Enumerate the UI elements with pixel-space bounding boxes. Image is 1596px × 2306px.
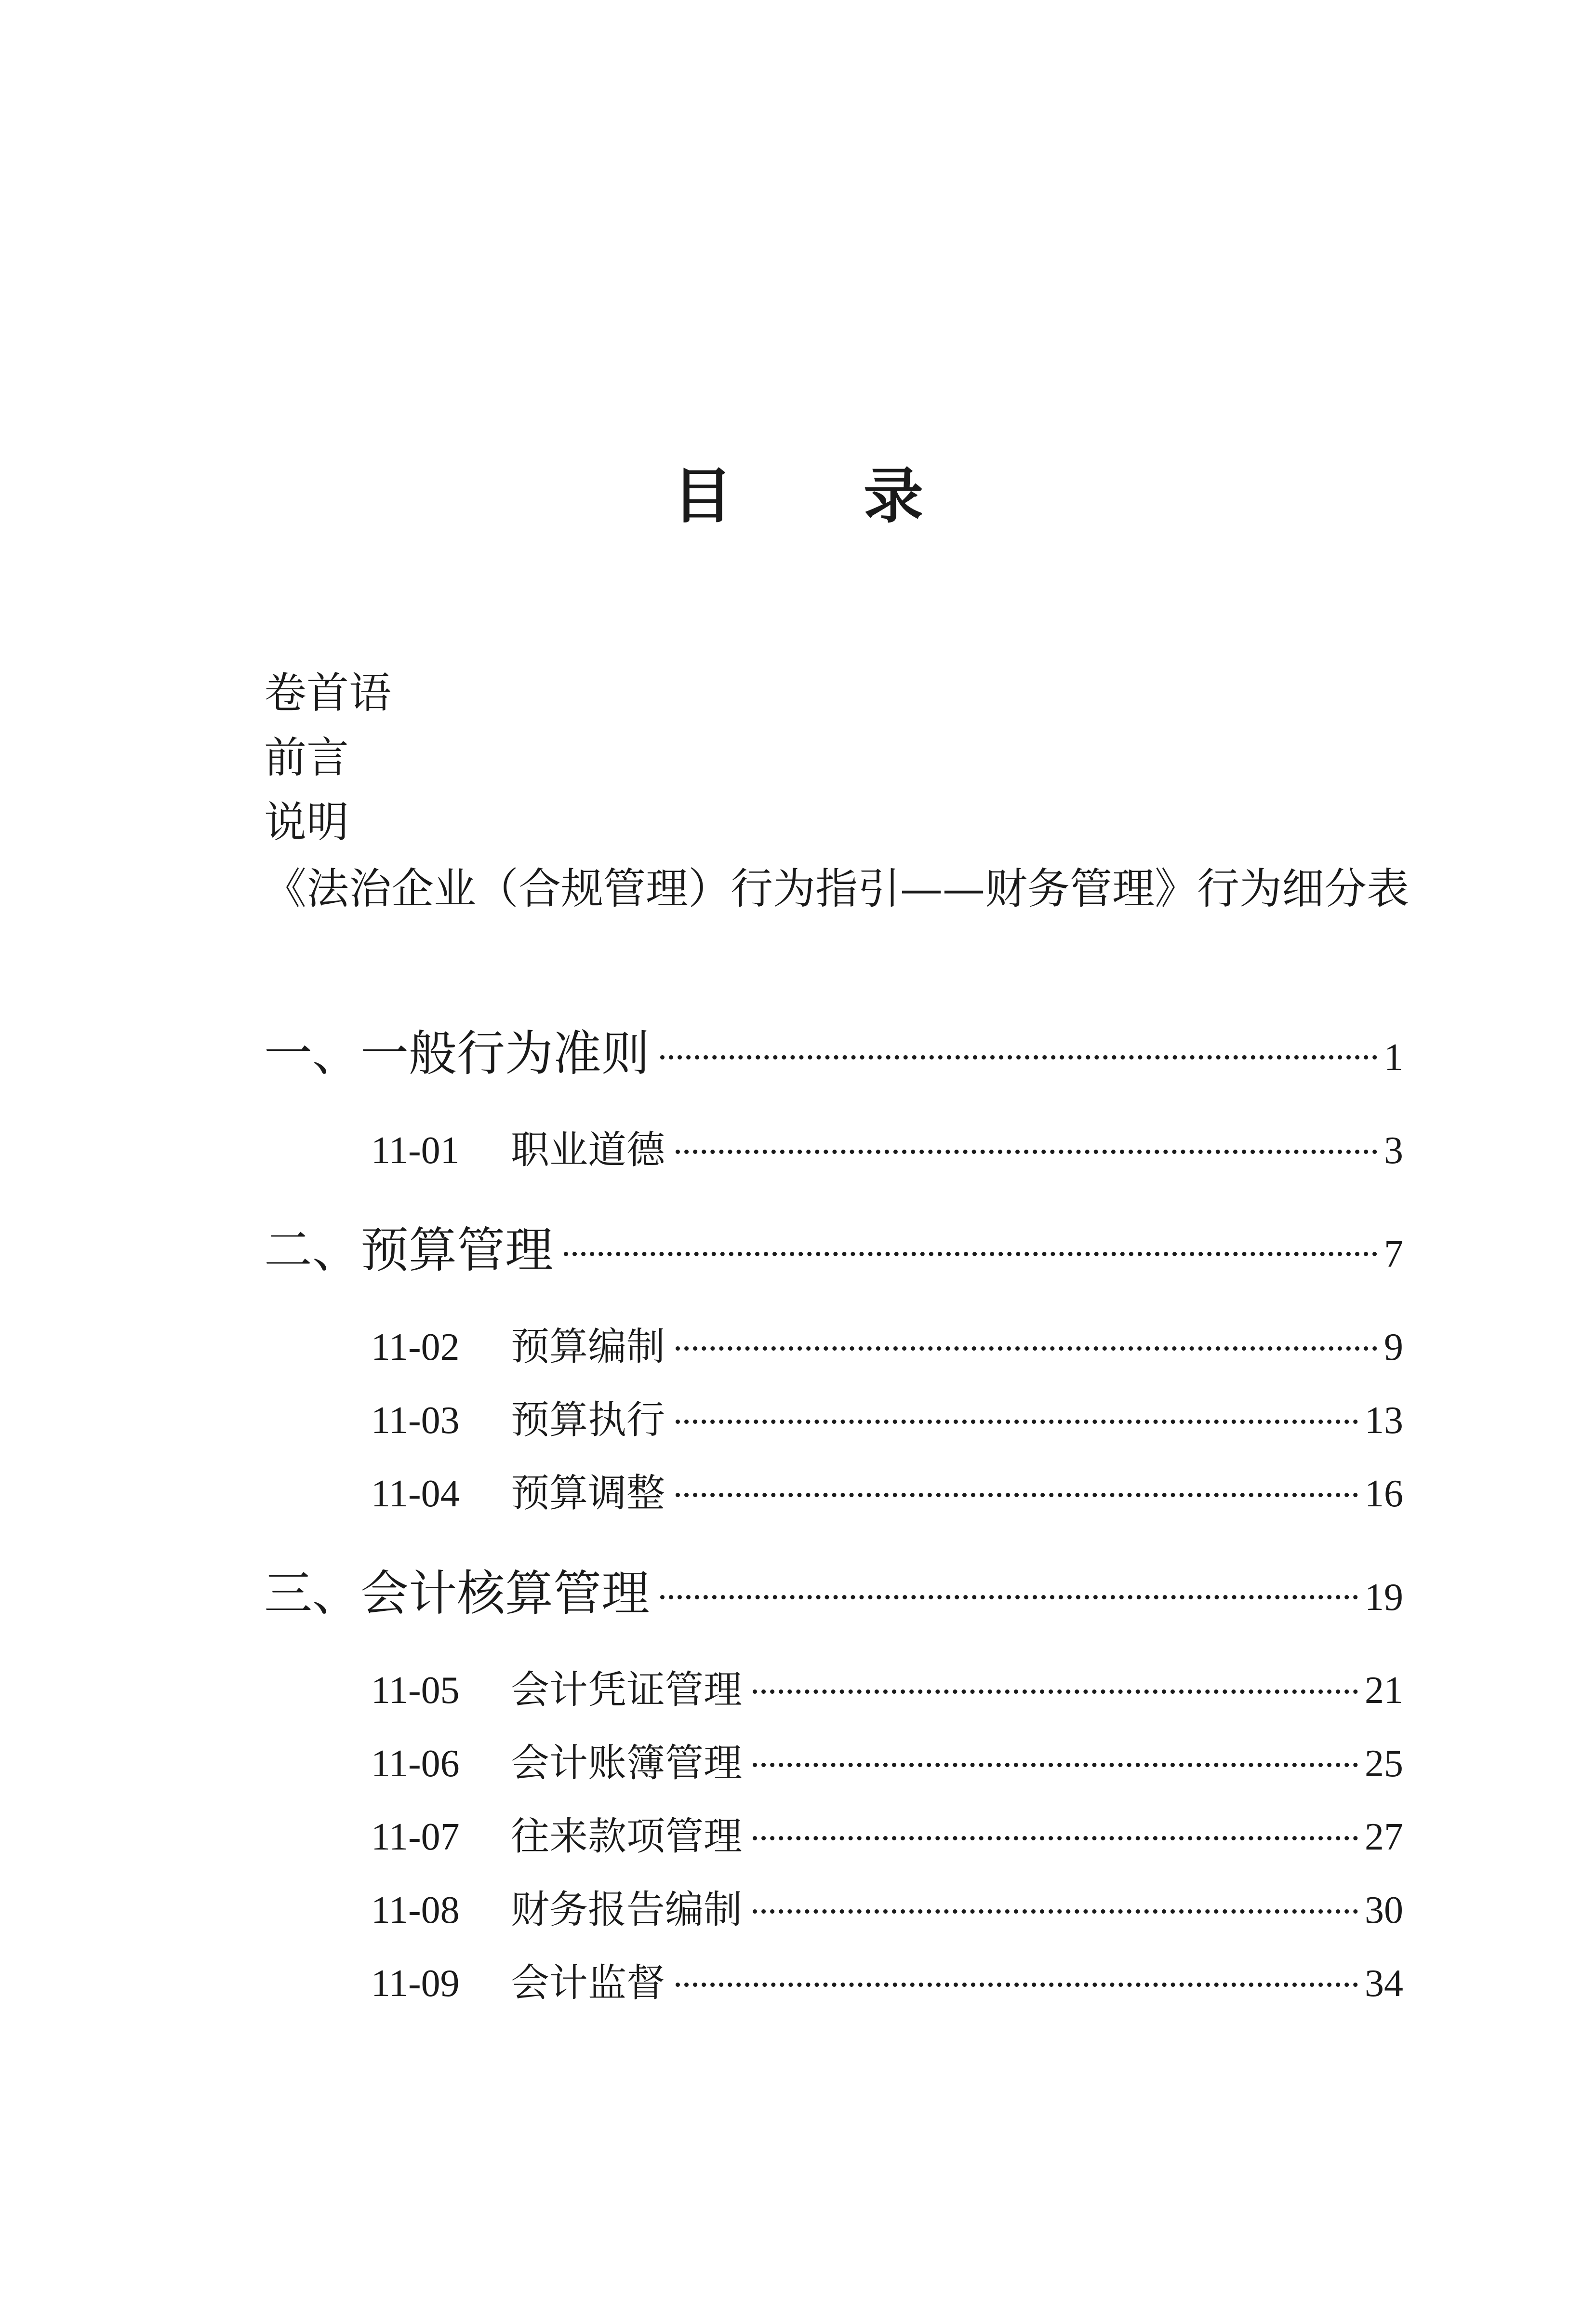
dot-leader — [753, 1909, 1358, 1914]
toc-entry-row[interactable] — [264, 1464, 1403, 1522]
toc-section-label: 一、一般行为准则 — [264, 1025, 650, 1082]
front-matter-item[interactable]: 说明 — [264, 797, 349, 847]
toc-page-number: 1 — [1384, 1036, 1403, 1079]
toc-page-number: 21 — [1365, 1669, 1403, 1712]
toc-page-number: 7 — [1384, 1233, 1403, 1275]
toc-entry-label: 会计凭证管理 — [511, 1667, 742, 1712]
toc-entry-row[interactable] — [264, 1661, 1403, 1719]
toc-section-label: 三、会计核算管理 — [264, 1565, 650, 1622]
toc-page-number: 19 — [1365, 1576, 1403, 1619]
dot-leader — [753, 1836, 1358, 1840]
toc-entry-code: 11-01 — [371, 1129, 460, 1172]
dot-leader — [676, 1420, 1358, 1424]
toc-page-number: 34 — [1365, 1962, 1403, 2005]
toc-entry-code: 11-07 — [371, 1816, 460, 1858]
toc-section-row[interactable] — [264, 1560, 1403, 1627]
toc-entry-row[interactable] — [264, 1318, 1403, 1376]
toc-entry-label: 预算调整 — [511, 1471, 665, 1515]
dot-leader — [564, 1252, 1377, 1256]
toc-entry-code: 11-05 — [371, 1669, 460, 1712]
dot-leader — [660, 1055, 1377, 1059]
toc-entry-label: 财务报告编制 — [511, 1887, 742, 1932]
page-title-char-2: 录 — [864, 462, 924, 531]
toc-entry-code: 11-02 — [371, 1326, 460, 1368]
toc-page-number: 27 — [1365, 1816, 1403, 1858]
toc-section-label: 二、预算管理 — [264, 1222, 553, 1278]
toc-entry-label: 预算执行 — [511, 1397, 665, 1442]
dot-leader — [753, 1763, 1358, 1767]
dot-leader — [753, 1689, 1358, 1694]
toc-page-number: 16 — [1365, 1473, 1403, 1515]
toc-section-row[interactable] — [264, 1020, 1403, 1087]
toc-page-number: 25 — [1365, 1743, 1403, 1785]
toc-page-number: 30 — [1365, 1889, 1403, 1931]
toc-entry-row[interactable] — [264, 1881, 1403, 1939]
dot-leader — [676, 1150, 1377, 1154]
toc-page-number: 3 — [1384, 1129, 1403, 1172]
toc-entry-row[interactable] — [264, 1391, 1403, 1449]
toc-entry-code: 11-09 — [371, 1962, 460, 2005]
toc-entry-label: 职业道德 — [511, 1127, 665, 1172]
toc-entry-label: 预算编制 — [511, 1324, 665, 1369]
toc-entry-row[interactable] — [264, 1734, 1403, 1792]
dot-leader — [676, 1346, 1377, 1351]
toc-entry-code: 11-08 — [371, 1889, 460, 1931]
toc-entry-code: 11-04 — [371, 1473, 460, 1515]
front-matter-item[interactable]: 《法治企业（合规管理）行为指引——财务管理》行为细分表 — [264, 864, 1410, 913]
toc-entry-code: 11-03 — [371, 1399, 460, 1442]
dot-leader — [676, 1493, 1358, 1497]
front-matter-item[interactable]: 卷首语 — [264, 668, 392, 718]
dot-leader — [676, 1983, 1358, 1987]
toc-entry-label: 往来款项管理 — [511, 1814, 742, 1859]
toc-entry-label: 会计监督 — [511, 1960, 665, 2005]
toc-entry-label: 会计账簿管理 — [511, 1741, 742, 1785]
page-title-char-1: 目 — [673, 462, 733, 531]
toc-section-row[interactable] — [264, 1217, 1403, 1284]
dot-leader — [660, 1595, 1358, 1599]
toc-page-number: 13 — [1365, 1399, 1403, 1442]
front-matter-item[interactable]: 前言 — [264, 733, 349, 782]
toc-entry-row[interactable] — [264, 1954, 1403, 2012]
toc-entry-row[interactable] — [264, 1808, 1403, 1865]
page-title — [0, 453, 1596, 540]
toc-page-number: 9 — [1384, 1326, 1403, 1368]
toc-entry-row[interactable] — [264, 1121, 1403, 1179]
toc-entry-code: 11-06 — [371, 1743, 460, 1785]
